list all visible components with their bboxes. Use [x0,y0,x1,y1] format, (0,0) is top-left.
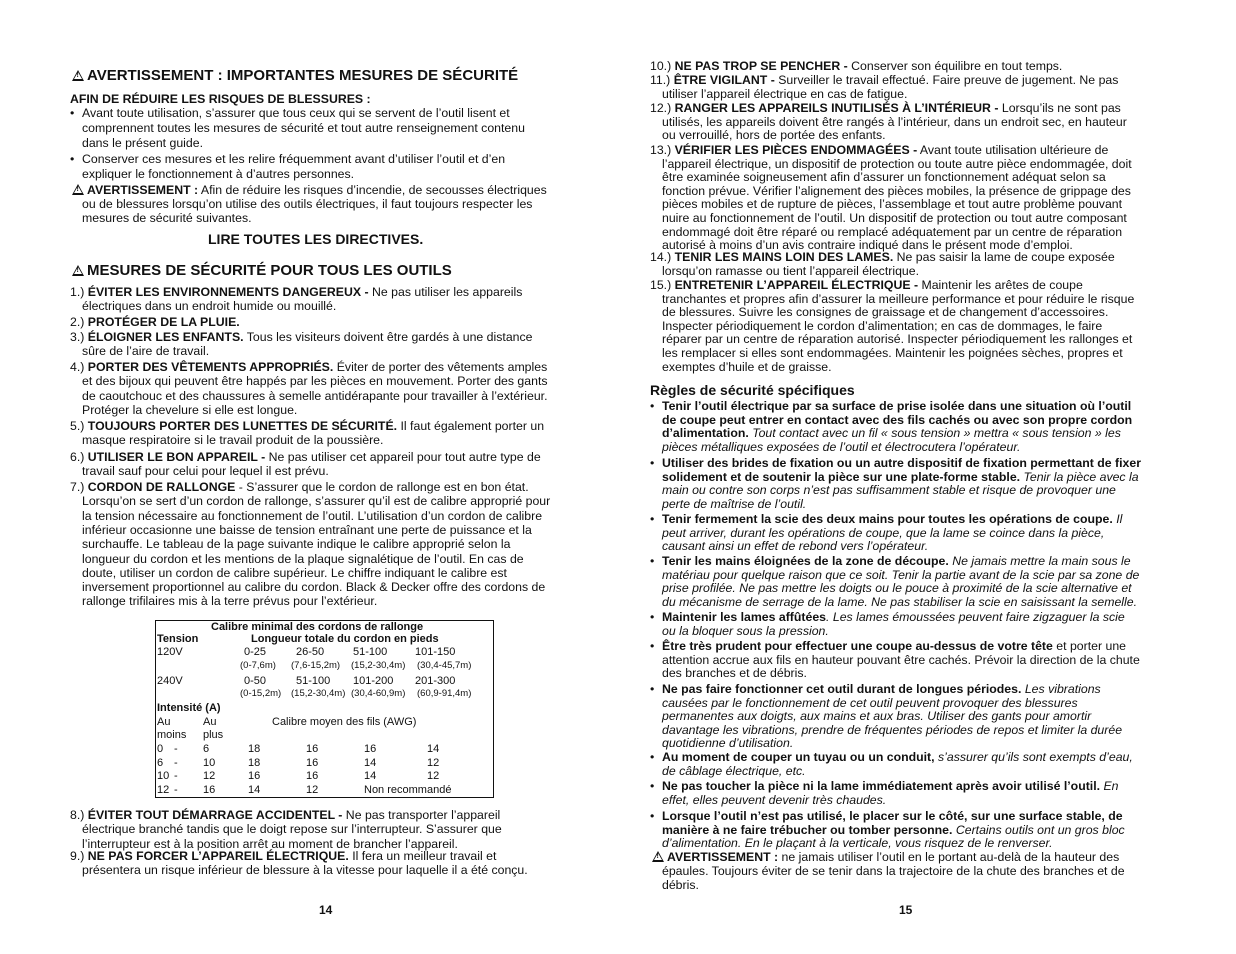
item-number: 14.) [650,250,675,264]
item-text: Lorsqu’ils ne sont pas [998,101,1121,115]
item-text: électriques dans un endroit humide ou mouillé. [82,299,337,314]
table-cell: 12 [427,770,440,782]
table-cell: - [174,770,178,782]
item-number: 12.) [650,101,675,115]
item-number: 11.) [650,73,674,87]
table-cell: - [174,743,178,755]
list-item [70,480,529,494]
bullet-dot: • [650,809,655,823]
table-cell: 16 [248,770,261,782]
table-cell: 0 [157,743,164,755]
item-text: longueur du cordon et les mentions de la plaque signalétique de l’outil. En cas de [82,551,524,566]
right-page: 10.) NE PAS TROP SE PENCHER - Conserver son équilibre en tout temps. 11.) ÊTRE VIGILANT - Surveiller le travail effectué. Faire preuve de jugement. Ne pas utiliser l’appareil électrique en cas de fatigue. 12.) RANGER LES APPAREILS INUTILISÉS À L’INTÉRIEUR - Lorsqu’ils ne sont pas utilisés, les appareils doivent être rangés à l’intérieur, dans un endroit sec, en hauteur ou verrouillé, hors de portée des enfants. 13.) VÉRIFIER LES PIÈCES ENDOMMAGÉES - Avant toute utilisation ultérieure de l’appareil électrique, un dispositif de protection ou toute autre pièce endommagée, doit être examinée soigneusement afin d’assurer un fonctionnement adéquat selon sa fonction prévue. Vérifier l’alignement des pièces mobiles, la présence de grippage des pièces mobiles et de rupture de pièces, l’assemblage et tout autre problème pouvant nuire au fonctionnement de l’outil. Un dispositif de protection ou tout autre composant endommagé doit être réparé ou remplacé adéquatement par un centre de réparation autorisé à moins d’un avis contraire indiqué dans le présent mode d’emploi. 14.) TENIR LES MAINS LOIN DES LAMES. Ne pas saisir la lame de coupe exposée lorsqu’on ramasse ou tient l’appareil électrique. 15.) ENTRETENIR L’APPAREIL ÉLECTRIQUE - Maintenir les arêtes de coupe tranchantes et propres afin d’assurer la meilleure performance et pour réduire le risque de blessures. Suivre les consignes de graissage et de changement d’accessoires. Inspecter périodiquement le cordon d’alimentation; en cas de dommages, le faire réparer par un centre de réparation autorisé. Inspecter périodiquement les rallonges et les remplacer si elles sont endommagées. Maintenir les poignées sèches, propres et exemptes d’huile et de graisse. Règles de sécurité spécifiques • Tenir l’outil électrique par sa surface de prise isolée dans une situation où l’outil de coupe peut entrer en contact avec des fils cachés ou avec son propre cordon d’alimentation. Tout contact avec un fil « sous tension » mettra « sous tension » les pièces métalliques exposées de l’outil et électrocutera l’opérateur. • Utiliser des brides de fixation ou un autre dispositif de fixation permettant de fixer solidement et de soutenir la pièce sur une plate-forme stable. Tenir la pièce avec la main ou contre son corps n’est pas suffisamment stable et risque de provoquer une perte de maîtrise de l’outil. • Tenir fermement la scie des deux mains pour toutes les opérations de coupe. Il peut arriver, durant les opérations de coupe, que la lame se coince dans la pièce, causant ainsi un effet de rebond vers l’opérateur. • Tenir les mains éloignées de la zone de découpe. Ne jamais mettre la main sous le matériau pour quelque raison que ce soit. Tenir la partie avant de la scie par sa zone de prise profilée. Ne pas mettre les doigts ou le pouce à proximité de la scie alternative et du mécanisme de serrage de la lame. Ne pas stabiliser la scie en saisissant la semelle. • Maintenir les lames affûtées. Les lames émoussées peuvent faire zigzaguer la scie ou la bloquer sous la pression. • Être très prudent pour effectuer une coupe au-dessus de votre tête et porter une attention accrue aux fils en hauteur pouvant être cachés. Prévoir la direction de la chute des branches et de débris. • Ne pas faire fonctionner cet outil durant de longues périodes. Les vibrations causées par le fonctionnement de cet outil peuvent provoquer des blessures permanentes aux doigts, aux mains et aux bras. Utiliser des gants pour amortir davantage les vibrations, prendre de fréquentes périodes de repos et limiter la durée quotidienne d’utilisation. • Au moment de couper un tuyau ou un conduit, s’assurer qu’ils sont exempts d’eau, de câblage électrique, etc. • Ne pas toucher la pièce ni la lame immédiatement après avoir utilisé l’outil. En effet, elles peuvent devenir très chaudes. • Lorsque l’outil n’est pas utilisé, le placer sur le côté, sur une surface stable, de manière à ne faire trébucher ou tomber personne. Certains outils ont un gros bloc d’alimentation. En le plaçant à la verticale, vous risquez de le renverser. !AVERTISSEMENT : ne jamais utiliser l’outil en le portant au-delà de la hauteur des épaules. Toujours éviter de se tenir dans la trajectoire de la chute des branches et de débris. 15 [650,0,1168,954]
table-cell: 16 [306,743,319,755]
italic-text: prise profilée. Ne pas mettre les doigts ou le pouce à proximité de la scie alternative et [662,581,1132,596]
item-number: 8.) [70,808,88,822]
metric-240: (15,2-30,4m) [291,688,346,699]
list-item [70,315,240,329]
item-title: ÊTRE VIGILANT - [673,73,775,87]
italic-text: peut arriver, durant les opérations de coupe, que la lame se coince dans la pièce, [662,525,1105,540]
all-tools-safety-heading: !MESURES DE SÉCURITÉ POUR TOUS LES OUTILS [72,262,452,279]
table-cell: 12 [157,783,170,796]
volt-240: 240V [157,675,183,687]
item-number: 7.) [70,480,88,494]
list-item [650,278,1083,292]
item-text: Conserver son équilibre en tout temps. [847,59,1063,73]
bullet-line [662,426,1121,440]
table-cell: Non recommandé [364,783,452,796]
len-240: 51-100 [296,675,331,687]
len-120: 101-150 [415,646,456,658]
item-number: 15.) [650,278,675,292]
item-text: électrique branché tandis que le doigt repose sur l’interrupteur. S’assurer que [82,822,502,837]
bullet-line [662,736,793,750]
item-text: nuire au fonctionnement de l’outil. Un dispositif de protection ou tout autre composant [662,211,1127,225]
item-text: exemptes d’huile et de graisse. [662,359,832,374]
item-text: Surveiller le travail effectué. Faire preuve de jugement. Ne pas [774,73,1119,87]
item-text: Il faut également porter un [397,419,545,433]
len-120: 26-50 [296,646,325,658]
table-cell: - [174,756,178,769]
bullet-line [662,682,1101,696]
bullet-line [662,610,1125,624]
item-text: de blessures. Suivre les consignes de graissage et de changement d’accessoires. [662,305,1109,320]
bullet-line [662,526,1104,540]
list-item [650,143,1108,157]
page-number: 15 [899,903,913,917]
italic-text: causant ainsi un effet de rebond vers l’opérateur. [662,539,929,554]
table-cell: 14 [248,783,261,796]
item-text: tranchantes et propres afin d’assurer la meilleure performance et pour réduire le risque [662,291,1135,306]
italic-text: En [1100,779,1119,793]
item-text: Maintenir les arêtes de coupe [918,278,1083,292]
bullet-2-line: Conserver ces mesures et les relire fréquemment avant d’utiliser l’outil et d’en [82,152,506,166]
table-cell: 10 [203,756,216,769]
italic-text: Certains outils ont un gros bloc [952,822,1125,837]
table-cell: 12 [203,770,216,782]
moins-label: moins [157,729,187,741]
item-text: Éviter de porter des vêtements amples [333,360,548,374]
italic-text: perte de maîtrise de l’outil. [662,496,807,511]
italic-text: Il [1112,512,1123,526]
bold-text: Maintenir les lames affûtées [662,610,827,624]
item-title: TENIR LES MAINS LOIN DES LAMES. [674,250,894,264]
item-text: fonction prévue. Vérifier l’alignement des pièces mobiles, la présence de grippage des [662,183,1131,198]
list-item [70,330,532,344]
list-item [70,419,544,433]
italic-text: s’assurer qu’ils sont exempts d’eau, [934,750,1133,764]
bullet-line [662,399,1131,413]
item-text: utiliser l’appareil électrique en cas de fatigue. [662,86,908,101]
volt-120: 120V [157,646,183,658]
item-text: sûre de l’aire de travail. [82,344,210,359]
italic-text: quotidienne d’utilisation. [662,736,794,751]
bold-text: Lorsque l’outil n’est pas utilisé, le placer sur le côté, sur une surface stable, de [662,809,1123,823]
list-item [70,808,500,822]
risk-reduction-subheading: AFIN DE RÉDUIRE LES RISQUES DE BLESSURES : [70,92,371,106]
bullet-dot: • [650,750,655,764]
item-number: 5.) [70,419,88,433]
bullet-line [662,793,886,807]
item-title: RANGER LES APPAREILS INUTILISÉS À L’INTÉRIEUR - [674,101,999,115]
item-text: être examinée soigneusement afin d’assurer un fonctionnement adéquat selon sa [662,170,1106,185]
table-cell: 12 [306,783,319,796]
intensity-label: Intensité (A) [157,702,221,714]
list-item [650,101,1121,115]
au-label: Au [157,716,171,728]
bullet-line [662,836,1053,850]
bullet-dot: • [650,610,655,624]
item-text: Ne pas saisir la lame de coupe exposée [893,250,1115,264]
bullet-dot: • [650,554,655,568]
bold-text: Tenir l’outil électrique par sa surface de prise isolée dans une situation où l’outil [662,399,1132,413]
left-page: !AVERTISSEMENT : IMPORTANTES MESURES DE SÉCURITÉ AFIN DE RÉDUIRE LES RISQUES DE BLESSURES : • Avant toute utilisation, s’assurer que tous ceux qui se servent de l’outil lisent et comprennent toutes les mesures de sécurité et tout autre renseignement contenu dans le présent guide. • Conserver ces mesures et les relire fréquemment avant d’utiliser l’outil et d’en expliquer le fonctionnement à d’autres personnes. !AVERTISSEMENT : Afin de réduire les risques d’incendie, de secousses électriques ou de blessures lorsqu’on utilise des outils électriques, il faut toujours respecter les mesures de sécurité suivantes. LIRE TOUTES LES DIRECTIVES. !MESURES DE SÉCURITÉ POUR TOUS LES OUTILS 1.) ÉVITER LES ENVIRONNEMENTS DANGEREUX - Ne pas utiliser les appareils électriques dans un endroit humide ou mouillé. 2.) PROTÉGER DE LA PLUIE. 3.) ÉLOIGNER LES ENFANTS. Tous les visiteurs doivent être gardés à une distance sûre de l’aire de travail. 4.) PORTER DES VÊTEMENTS APPROPRIÉS. Éviter de porter des vêtements amples et des bijoux qui peuvent être happés par les pièces en mouvement. Porter des gants de caoutchouc et des chaussures à semelle antidérapante pour travailler à l’extérieur. Protéger la chevelure si elle est longue. 5.) TOUJOURS PORTER DES LUNETTES DE SÉCURITÉ. Il faut également porter un masque respiratoire si le travail produit de la poussière. 6.) UTILISER LE BON APPAREIL - Ne pas utiliser cet appareil pour tout autre type de travail sauf pour celui pour lequel il est prévu. 7.) CORDON DE RALLONGE - S’assurer que le cordon de rallonge est en bon état. Lorsqu’on se sert d’un cordon de rallonge, s’assurer qu’il est de calibre approprié pour la tension nécessaire au fonctionnement de l’outil. L’utilisation d’un cordon de calibre inférieur occasionne une baisse de tension entraînant une perte de puissance et la surchauffe. Le tableau de la page suivante indique le calibre approprié selon la longueur du cordon et les mentions de la plaque signalétique de l’outil. En cas de doute, utiliser un cordon de calibre supérieur. Le chiffre indiquant le calibre est inversement proportionnel au calibre du cordon. Black & Decker offre des cordons de rallonge trifilaires mis à la terre prévus pour l’extérieur. 8.) ÉVITER TOUT DÉMARRAGE ACCIDENTEL - Ne pas transporter l’appareil électrique branché tandis que le doigt repose sur l’interrupteur. S’assurer que l’interrupteur est à la position arrêt au moment de brancher l’appareil. 9.) NE PAS FORCER L’APPAREIL ÉLECTRIQUE. Il fera un meilleur travail et présentera un risque inférieur de blessure à la vitesse pour laquelle il a été conçu. 14 [70,0,586,954]
bullet-dot: • [650,779,655,793]
item-title: UTILISER LE BON APPAREIL - [87,450,266,464]
italic-text: . Les lames émoussées peuvent faire zigzaguer la scie [826,610,1125,624]
bold-text: Tenir fermement la scie des deux mains pour toutes les opérations de coupe. [662,512,1113,526]
item-text: les remplacer si elles sont endommagées. Maintenir les poignées sèches, propres et [662,346,1123,360]
italic-text: Ne jamais mettre la main sous le [948,554,1131,568]
item-text: ou verrouillé, hors de portée des enfants. [662,128,886,143]
list-item [650,250,1115,264]
bullet-line [662,653,1140,667]
item-text: de caoutchouc et des chaussures à semelle antidérapante pour travailler à l’extérieur. [82,388,548,403]
item-title: ÉLOIGNER LES ENFANTS. [87,330,244,344]
item-text: Il fera un meilleur travail et [348,849,497,863]
item-text: inférieur occasionne une baisse de tension entraînant une perte de puissance et la [82,522,532,537]
bold-text: Être très prudent pour effectuer une coupe au-dessus de votre tête [662,639,1053,653]
bullet-line [662,639,1126,653]
item-title: TOUJOURS PORTER DES LUNETTES DE SÉCURITÉ. [87,419,398,433]
len-120: 0-25 [244,646,267,658]
bullet-2-line: expliquer le fonctionnement à d’autres personnes. [82,167,355,181]
bold-text: Ne pas toucher la pièce ni la lame immédiatement après avoir utilisé l’outil. [662,779,1101,793]
len-240: 101-200 [353,675,394,687]
warning-triangle-icon [72,184,84,195]
bullet-line [662,666,807,680]
list-item [70,849,496,863]
italic-text: matériau pour quelque raison que ce soit. Tenir la partie avant de la scie par sa zone de [662,567,1140,582]
table-cell: 6 [157,756,164,769]
italic-text: d’alimentation. En le plaçant à la verticale, vous risquez de le renverser. [662,836,1053,851]
bold-text: Tenir les mains éloignées de la zone de découpe. [662,554,949,568]
table-cell: 18 [248,743,261,755]
italic-text: de câblage électrique, etc. [662,763,806,778]
bullet-dot: • [650,639,655,653]
bullet-line [662,539,928,553]
read-all-directives: LIRE TOUTES LES DIRECTIVES. [208,231,424,247]
bullet-1-line: comprennent toutes les mesures de sécurité et tout autre renseignement contenu [82,121,525,135]
metric-240: (0-15,2m) [240,688,282,699]
list-item [70,450,541,464]
item-text: endommagé doit être réparé ou remplacé adéquatement par un centre de réparation [662,224,1123,239]
table-cell: 16 [203,783,216,796]
len-240: 201-300 [415,675,456,687]
item-text: l’interrupteur est à la position arrêt au moment de brancher l’appareil. [82,836,458,851]
extension-cord-table [155,620,494,798]
bold-text: de coupe peut entrer en contact avec des fils cachés ou avec son propre cordon [662,412,1133,427]
bullet-line [662,568,1139,582]
bullet-dot: • [650,682,655,696]
italic-text: effet, elles peuvent devenir très chaudes. [662,792,887,807]
length-label: Longueur totale du cordon en pieds [251,633,439,645]
italic-text: Les vibrations [1021,682,1101,696]
bullet-line [662,624,829,638]
bold-text: Au moment de couper un tuyau ou un conduit, [662,750,935,764]
bold-text: d’alimentation. [662,426,749,441]
table-cell: 18 [248,756,261,769]
bullet-line [662,823,1125,837]
metric-120: (30,4-45,7m) [417,660,472,671]
item-text: présentera un risque inférieur de blessure à la vitesse pour laquelle il a été conçu. [82,863,528,878]
list-item [70,285,522,299]
item-text: la tension nécessaire au fonctionnement de l’outil. L’utilisation d’un cordon de calibre [82,508,543,523]
italic-text: ou la bloquer sous la pression. [662,623,829,638]
italic-text: pièces métalliques exposées de l’outil et électrocutera l’opérateur. [662,439,1021,454]
safety-warning-heading: !AVERTISSEMENT : IMPORTANTES MESURES DE SÉCURITÉ [72,67,518,84]
italic-text: main ou contre son corps n’est pas suffisamment stable et risque de provoquer une [662,483,1116,498]
bullet-line [662,512,1122,526]
item-number: 4.) [70,360,88,374]
bullet-line [662,779,1119,793]
metric-240: (30,4-60,9m) [351,688,406,699]
specific-rules-heading: Règles de sécurité spécifiques [650,382,855,398]
warning-triangle-icon [72,70,84,81]
bullet-line [662,497,806,511]
metric-120: (0-7,6m) [240,660,276,671]
item-title: PORTER DES VÊTEMENTS APPROPRIÉS. [87,360,334,374]
italic-text: Tenir la pièce avec la [1020,469,1139,484]
metric-240: (60,9-91,4m) [417,688,472,699]
item-number: 10.) [650,59,675,73]
bullet-line [662,456,1141,470]
item-text: pièces mobiles et de rupture de pièces, l’assemblage et tout autre problème pouvant [662,197,1123,212]
item-text: inversement proportionnel au calibre du cordon. Black & Decker offre des cordons de [82,580,546,595]
item-text: utilisés, les appareils doivent être rangés à l’intérieur, dans un endroit sec, en hauteur [662,114,1127,129]
table-cell: 6 [203,743,210,755]
warning-triangle-icon [72,265,84,276]
item-title: NE PAS FORCER L’APPAREIL ÉLECTRIQUE. [87,849,349,863]
item-number: 6.) [70,450,88,464]
bullet-line [662,723,1122,737]
item-text: Tous les visiteurs doivent être gardés à une distance [243,330,533,344]
item-text: Avant toute utilisation ultérieure de [917,143,1109,157]
bullet-1-line: Avant toute utilisation, s’assurer que tous ceux qui se servent de l’outil lisent et [82,106,510,120]
item-text: réparer par un centre de réparation autorisé. Inspecter périodiquement les rallonges et [662,332,1133,347]
item-text: Protéger la chevelure si elle est longue. [82,402,298,417]
item-text: travail sauf pour celui pour lequel il est prévu. [82,464,329,479]
table-cell: - [174,783,178,796]
bullet-line [662,440,1020,454]
list-item [650,73,1118,87]
bullet-line [662,554,1131,568]
item-title: ÉVITER LES ENVIRONNEMENTS DANGEREUX - [87,285,369,299]
item-text: doute, utiliser un cordon de calibre supérieur. Le chiffre indiquant le calibre est [82,565,507,580]
plus-label: plus [203,729,224,741]
bullet-line [662,595,1137,609]
italic-text: causées par le fonctionnement de cet outil peuvent provoquer des blessures [662,695,1078,710]
table-cell: 12 [427,756,440,769]
item-text: Inspecter périodiquement le cordon d’alimentation; en cas de dommages, le faire [662,318,1103,333]
bullet-line [662,581,1132,595]
item-text: Ne pas transporter l’appareil [342,808,501,822]
table-cell: 16 [306,756,319,769]
list-item [650,59,1062,73]
bullet-line [662,413,1132,427]
item-text: lorsqu’on ramasse ou tient l’appareil électrique. [662,263,920,278]
metric-120: (7,6-15,2m) [291,660,341,671]
table-cell: 14 [364,770,377,782]
item-text: surchauffe. Le tableau de la page suivante indique le calibre approprié selon la [82,537,511,552]
bold-text: solidement et de soutenir la pièce sur une plate-forme stable. [662,469,1021,484]
italic-text: davantage les vibrations, prendre de fréquentes périodes de repos et limiter la durée [662,722,1123,737]
plain-text: attention accrue aux fils en hauteur pouvant être cachés. Prévoir la direction de la chute [662,652,1140,667]
table-cell: 16 [364,743,377,755]
bullet-line [662,483,1116,497]
item-text: - S’assurer que le cordon de rallonge est en bon état. [235,480,529,494]
bullet-line [662,750,1133,764]
item-text: Ne pas utiliser cet appareil pour tout autre type de [265,450,541,464]
page-number: 14 [319,903,333,917]
metric-120: (15,2-30,4m) [351,660,406,671]
item-text: Lorsqu’on se sert d’un cordon de rallonge, s’assurer qu’il est de calibre approprié pour [82,494,551,509]
au-label: Au [203,716,217,728]
table-cell: 14 [364,756,377,769]
item-title: ENTRETENIR L’APPAREIL ÉLECTRIQUE - [674,278,919,292]
bullet-1-line: dans le présent guide. [82,136,204,150]
bold-text: Utiliser des brides de fixation ou un autre dispositif de fixation permettant de fixer [662,456,1141,470]
plain-text: et porter une [1052,639,1127,653]
item-number: 2.) [70,315,88,329]
bullet-line [662,809,1123,823]
item-number: 1.) [70,285,88,299]
item-number: 3.) [70,330,88,344]
bullet-dot: • [650,512,655,526]
table-cell: 14 [427,743,440,755]
bold-text: Ne pas faire fonctionner cet outil durant de longues périodes. [662,682,1022,696]
italic-text: permanentes aux doigts, aux mains et aux bras. Utiliser des gants pour amortir [662,709,1092,724]
item-text: l’appareil électrique, un dispositif de protection ou toute autre pièce endommagée, doit [662,156,1132,171]
list-item [70,360,547,374]
item-text: rallonge trifilaires mis à la terre prévus pour l’extérieur. [82,594,378,609]
table-cell: 10 [157,770,170,782]
warning-triangle-icon [652,851,664,862]
item-number: 13.) [650,143,675,157]
item-title: PROTÉGER DE LA PLUIE. [87,315,240,329]
table-title: Calibre minimal des cordons de rallonge [211,621,424,633]
item-text: Ne pas utiliser les appareils [368,285,523,299]
item-text: et des bijoux qui peuvent être happés par les pièces en mouvement. Porter des gants [82,374,548,389]
item-title: ÉVITER TOUT DÉMARRAGE ACCIDENTEL - [87,808,343,822]
item-title: VÉRIFIER LES PIÈCES ENDOMMAGÉES - [674,143,918,157]
len-240: 0-50 [244,675,267,687]
item-title: NE PAS TROP SE PENCHER - [674,59,848,73]
italic-text: Tout contact avec un fil « sous tension » mettra « sous tension » les [748,426,1121,441]
bullet-line [662,470,1139,484]
item-text: autorisé à moins d’un avis contraire indiqué dans le présent mode d’emploi. [662,238,1073,253]
table-cell: 16 [306,770,319,782]
bullet-line [662,764,806,778]
item-title: CORDON DE RALLONGE [87,480,236,494]
len-120: 51-100 [353,646,388,658]
italic-text: du mécanisme de serrage de la lame. Ne pas stabiliser la scie en saisissant la semelle. [662,594,1138,609]
bullet-line [662,709,1091,723]
bullet-line [662,696,1078,710]
plain-text: des branches et de débris. [662,666,807,681]
bullet-dot: • [650,456,655,470]
awg-label: Calibre moyen des fils (AWG) [272,716,417,728]
item-text: masque respiratoire si le travail produit de la poussière. [82,433,384,448]
bold-text: manière à ne faire trébucher ou tomber personne. [662,822,953,837]
tension-label: Tension [157,633,199,645]
item-number: 9.) [70,849,88,863]
bullet-dot: • [650,399,655,413]
